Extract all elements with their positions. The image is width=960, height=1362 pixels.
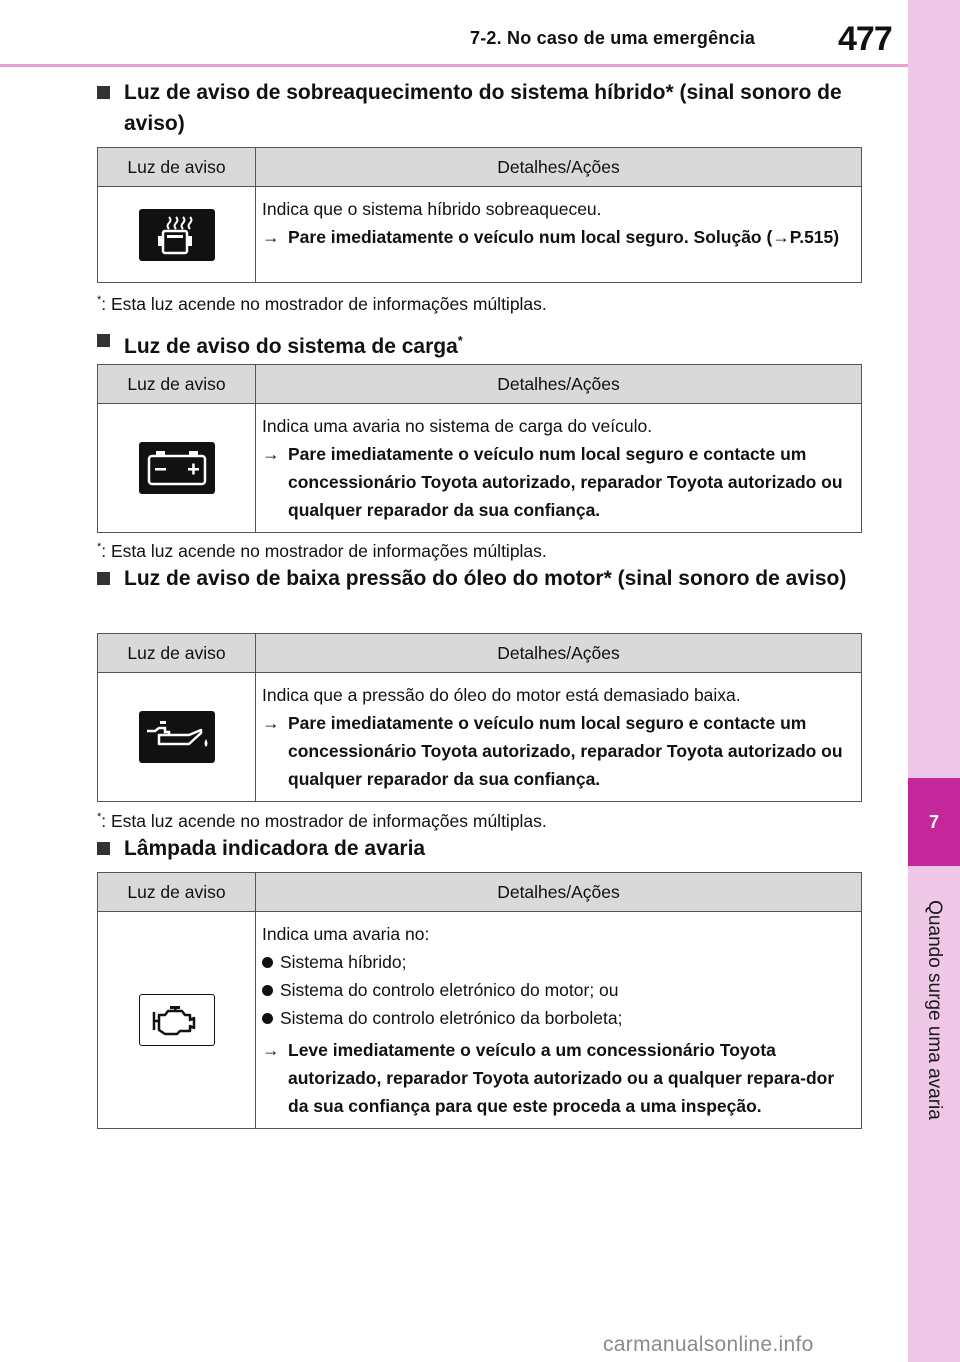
- warning-table: [97, 147, 862, 283]
- details-cell: [256, 404, 862, 533]
- column-header-details: Detalhes/Ações: [256, 873, 862, 912]
- chapter-number: 7: [928, 811, 939, 832]
- column-header-light: Luz de aviso: [98, 365, 256, 404]
- hybrid-overheat-icon: [139, 209, 215, 261]
- action-text: Pare imediatamente o veículo num local seguro. Solução (→P.515): [288, 227, 840, 247]
- action-text: Pare imediatamente o veículo num local seguro e contacte um concessionário Toyota autorizado, reparador Toyota autorizado ou qualquer reparador da sua confiança.: [288, 713, 843, 789]
- section-heading: [97, 77, 857, 139]
- square-bullet-icon: [97, 572, 110, 585]
- chapter-sidebar: [908, 0, 960, 1362]
- section-heading: [97, 325, 857, 362]
- section-title: 7-2. No caso de uma emergência: [470, 28, 756, 48]
- details-cell: [256, 673, 862, 802]
- description-text: Indica uma avaria no sistema de carga do veículo.: [262, 416, 653, 436]
- description-text: Indica que o sistema híbrido sobreaqueceu.: [262, 199, 602, 219]
- footnote: *: Esta luz acende no mostrador de informações múltiplas.: [97, 811, 547, 831]
- column-header-light: Luz de aviso: [98, 873, 256, 912]
- warning-light-cell: [98, 187, 256, 283]
- section-heading: [97, 563, 857, 594]
- page-number: 477: [838, 20, 892, 58]
- section-heading-text: Luz de aviso de baixa pressão do óleo do motor* (sinal sonoro de aviso): [124, 567, 847, 590]
- list-item: Sistema do controlo eletrónico da borboleta;: [262, 1004, 855, 1032]
- footnote: *: Esta luz acende no mostrador de informações múltiplas.: [97, 541, 547, 561]
- footnote: *: Esta luz acende no mostrador de informações múltiplas.: [97, 294, 547, 314]
- description-text: Indica uma avaria no:: [262, 924, 430, 944]
- section-heading-text: Luz de aviso do sistema de carga*: [124, 333, 463, 358]
- action-text: Leve imediatamente o veículo a um concessionário Toyota autorizado, reparador Toyota autorizado ou a qualquer repara-dor da sua confiança para que este proceda a uma inspeção.: [288, 1040, 835, 1116]
- warning-light-cell: [98, 912, 256, 1129]
- bullet-dot-icon: [262, 957, 273, 968]
- oil-pressure-icon: [139, 711, 215, 763]
- warning-light-cell: [98, 404, 256, 533]
- section-heading: [97, 833, 857, 864]
- square-bullet-icon: [97, 86, 110, 99]
- warning-table: [97, 872, 862, 1129]
- engine-check-icon: [139, 994, 215, 1046]
- arrow-icon: →: [262, 713, 280, 733]
- details-cell: [256, 912, 862, 1129]
- chapter-label: Quando surge uma avaria: [924, 900, 945, 1120]
- column-header-details: Detalhes/Ações: [256, 365, 862, 404]
- details-cell: [256, 187, 862, 283]
- action-item: [262, 440, 855, 524]
- bullet-dot-icon: [262, 1013, 273, 1024]
- action-item: [262, 1036, 855, 1120]
- battery-icon: [139, 442, 215, 494]
- square-bullet-icon: [97, 334, 110, 347]
- column-header-light: Luz de aviso: [98, 148, 256, 187]
- warning-light-cell: [98, 673, 256, 802]
- action-text: Pare imediatamente o veículo num local seguro e contacte um concessionário Toyota autorizado, reparador Toyota autorizado ou qualquer reparador da sua confiança.: [288, 444, 843, 520]
- action-item: [262, 223, 855, 251]
- watermark: carmanualsonline.info: [603, 1333, 814, 1356]
- header-divider: [0, 64, 908, 67]
- arrow-icon: →: [262, 444, 280, 464]
- section-heading-text: Lâmpada indicadora de avaria: [124, 837, 426, 860]
- section-heading-text: Luz de aviso de sobreaquecimento do sistema híbrido* (sinal sonoro de aviso): [124, 81, 842, 135]
- arrow-icon: →: [262, 1040, 280, 1060]
- list-item: Sistema híbrido;: [262, 948, 855, 976]
- column-header-details: Detalhes/Ações: [256, 634, 862, 673]
- action-item: [262, 709, 855, 793]
- description-text: Indica que a pressão do óleo do motor está demasiado baixa.: [262, 685, 741, 705]
- column-header-light: Luz de aviso: [98, 634, 256, 673]
- arrow-icon: →: [262, 227, 280, 247]
- bullet-dot-icon: [262, 985, 273, 996]
- list-item: Sistema do controlo eletrónico do motor; ou: [262, 976, 855, 1004]
- square-bullet-icon: [97, 842, 110, 855]
- warning-table: [97, 633, 862, 802]
- warning-table: [97, 364, 862, 533]
- column-header-details: Detalhes/Ações: [256, 148, 862, 187]
- chapter-tab[interactable]: [908, 778, 960, 866]
